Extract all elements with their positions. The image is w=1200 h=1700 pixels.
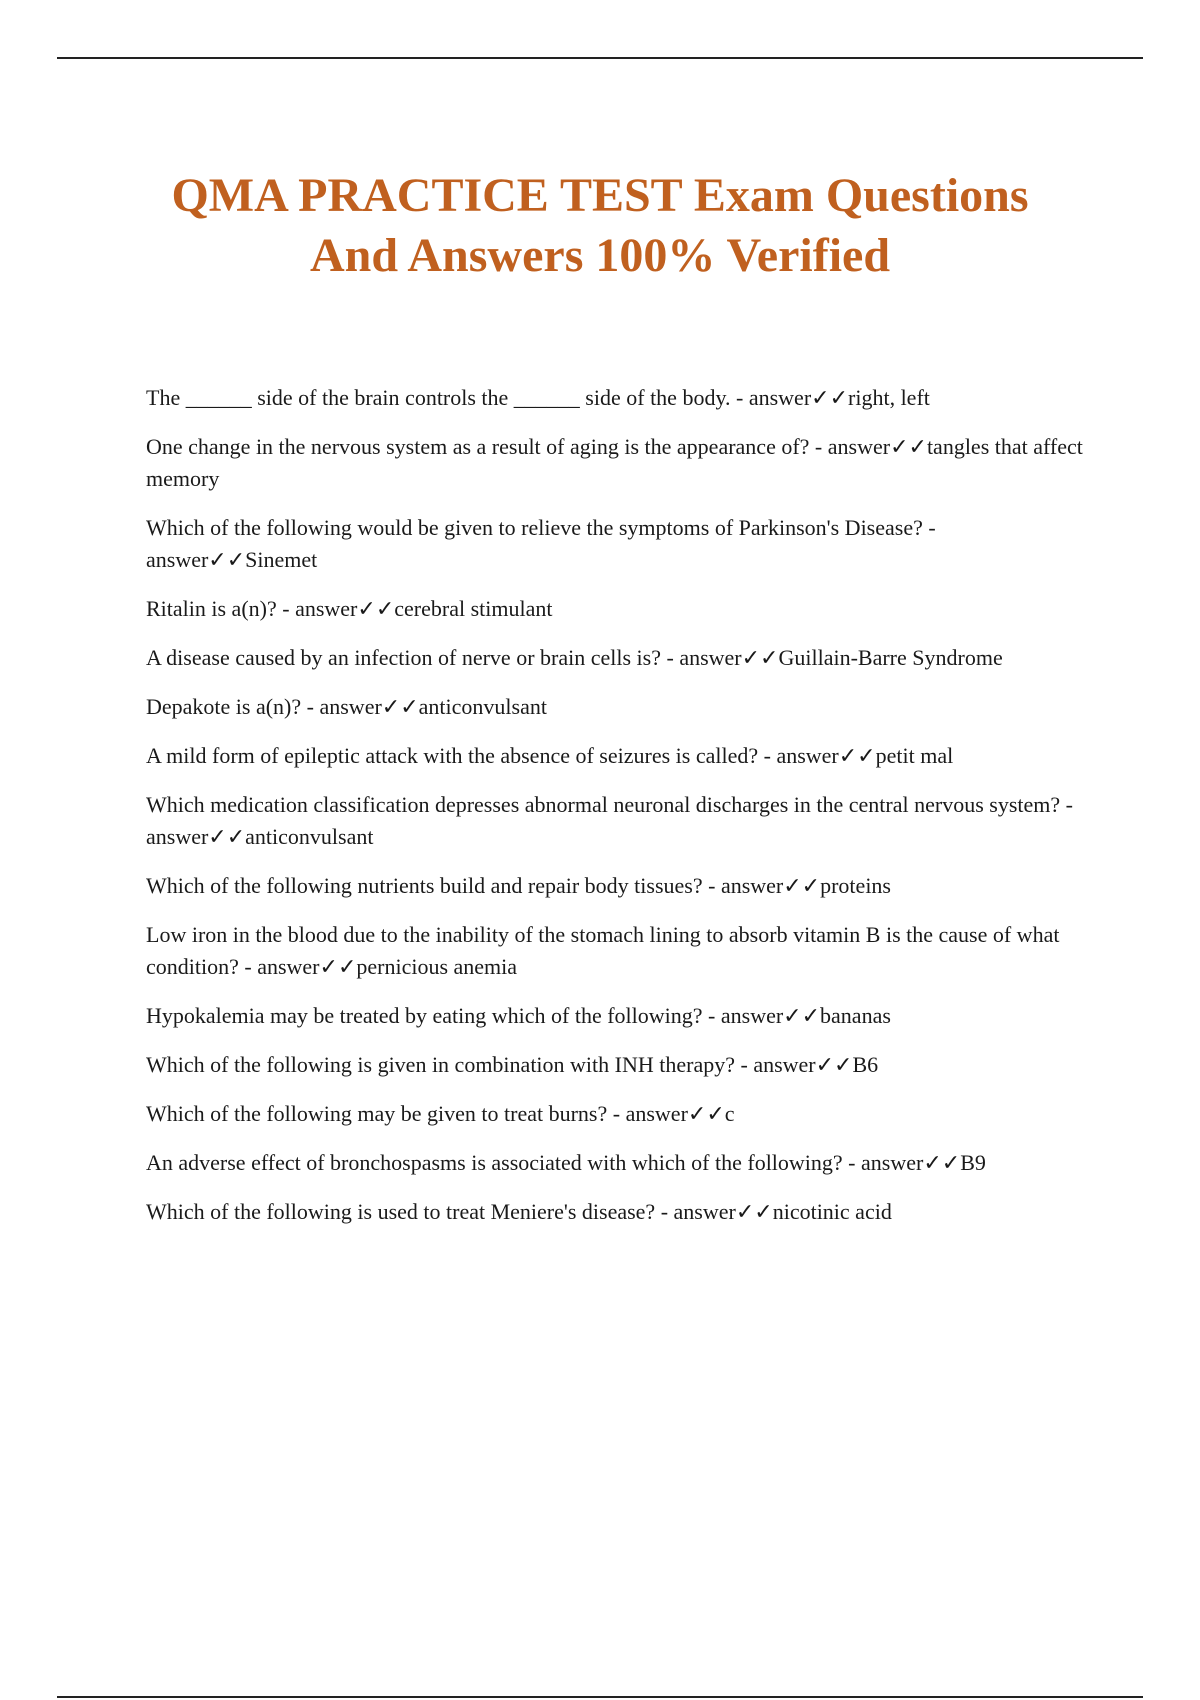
bottom-rule xyxy=(57,1696,1143,1698)
qa-item xyxy=(146,1147,1096,1179)
qa-item xyxy=(146,919,1096,983)
answer-text: cerebral stimulant xyxy=(394,596,553,621)
answer-text: anticonvulsant xyxy=(418,694,547,719)
qa-item xyxy=(146,1098,1096,1130)
answer-marker: answer✓✓ xyxy=(146,547,246,572)
qa-item xyxy=(146,642,1096,674)
answer-marker: answer✓✓ xyxy=(720,1003,821,1028)
answer-text: B9 xyxy=(960,1150,986,1175)
answer-marker: answer✓✓ xyxy=(861,1150,961,1175)
qa-item xyxy=(146,1000,1096,1032)
question-text: Which of the following nutrients build and repair body tissues? - xyxy=(146,873,721,898)
answer-marker: answer✓✓ xyxy=(673,1199,773,1224)
answer-text: bananas xyxy=(820,1003,891,1028)
qa-item xyxy=(146,1196,1096,1228)
question-text: Which of the following is given in combination with INH therapy? - xyxy=(146,1052,754,1077)
qa-item xyxy=(146,431,1096,495)
answer-text: B6 xyxy=(852,1052,879,1077)
top-rule xyxy=(57,57,1143,59)
question-text: Which medication classification depresses abnormal neuronal discharges in the central nervous system? - xyxy=(146,792,1073,817)
answer-marker: answer✓✓ xyxy=(748,385,849,410)
question-text: A mild form of epileptic attack with the absence of seizures is called? - xyxy=(146,743,777,768)
document-title xyxy=(0,166,1200,286)
qa-item xyxy=(146,691,1096,723)
answer-marker: answer✓✓ xyxy=(679,645,779,670)
answer-marker: answer✓✓ xyxy=(827,434,927,459)
answer-text: Sinemet xyxy=(245,547,318,572)
answer-marker: answer✓✓ xyxy=(146,824,246,849)
question-text: Depakote is a(n)? - xyxy=(146,694,320,719)
qa-item xyxy=(146,382,1096,414)
answer-text: pernicious anemia xyxy=(356,954,518,979)
qa-item xyxy=(146,870,1096,902)
qa-item xyxy=(146,789,1096,853)
answer-text: Guillain-Barre Syndrome xyxy=(778,645,1003,670)
question-text: Low iron in the blood due to the inability of the stomach lining to absorb vitamin B is the cause of what condition? - xyxy=(146,922,1060,979)
answer-marker: answer✓✓ xyxy=(625,1101,725,1126)
qa-item xyxy=(146,593,1096,625)
answer-marker: answer✓✓ xyxy=(295,596,395,621)
answer-marker: answer✓✓ xyxy=(776,743,876,768)
title-line-2: And Answers 100% Verified xyxy=(309,229,891,282)
question-text: Which of the following would be given to relieve the symptoms of Parkinson's Disease? - xyxy=(146,515,936,540)
title-line-1: QMA PRACTICE TEST Exam Questions xyxy=(171,169,1029,222)
answer-marker: answer✓✓ xyxy=(257,954,357,979)
answer-text: petit mal xyxy=(875,743,954,768)
answer-marker: answer✓✓ xyxy=(753,1052,853,1077)
answer-text: anticonvulsant xyxy=(245,824,374,849)
question-text: The ______ side of the brain controls the ______ side of the body. - xyxy=(146,385,749,410)
answer-text: tangles that affect memory xyxy=(146,434,1083,491)
question-text: Hypokalemia may be treated by eating which of the following? - xyxy=(146,1003,721,1028)
question-text: An adverse effect of bronchospasms is associated with which of the following? - xyxy=(146,1150,862,1175)
qa-item xyxy=(146,1049,1096,1081)
answer-marker: answer✓✓ xyxy=(720,873,821,898)
answer-text: proteins xyxy=(820,873,891,898)
question-text: Which of the following is used to treat Meniere's disease? - xyxy=(146,1199,674,1224)
question-text: Ritalin is a(n)? - xyxy=(146,596,296,621)
question-text: Which of the following may be given to treat burns? - xyxy=(146,1101,626,1126)
qa-item xyxy=(146,740,1096,772)
answer-text: c xyxy=(724,1101,735,1126)
question-answer-list xyxy=(146,382,1096,1245)
answer-marker: answer✓✓ xyxy=(319,694,419,719)
answer-text: nicotinic acid xyxy=(772,1199,892,1224)
answer-text: right, left xyxy=(848,385,930,410)
question-text: One change in the nervous system as a result of aging is the appearance of? - xyxy=(146,434,828,459)
question-text: A disease caused by an infection of nerve or brain cells is? - xyxy=(146,645,680,670)
qa-item xyxy=(146,512,1096,576)
